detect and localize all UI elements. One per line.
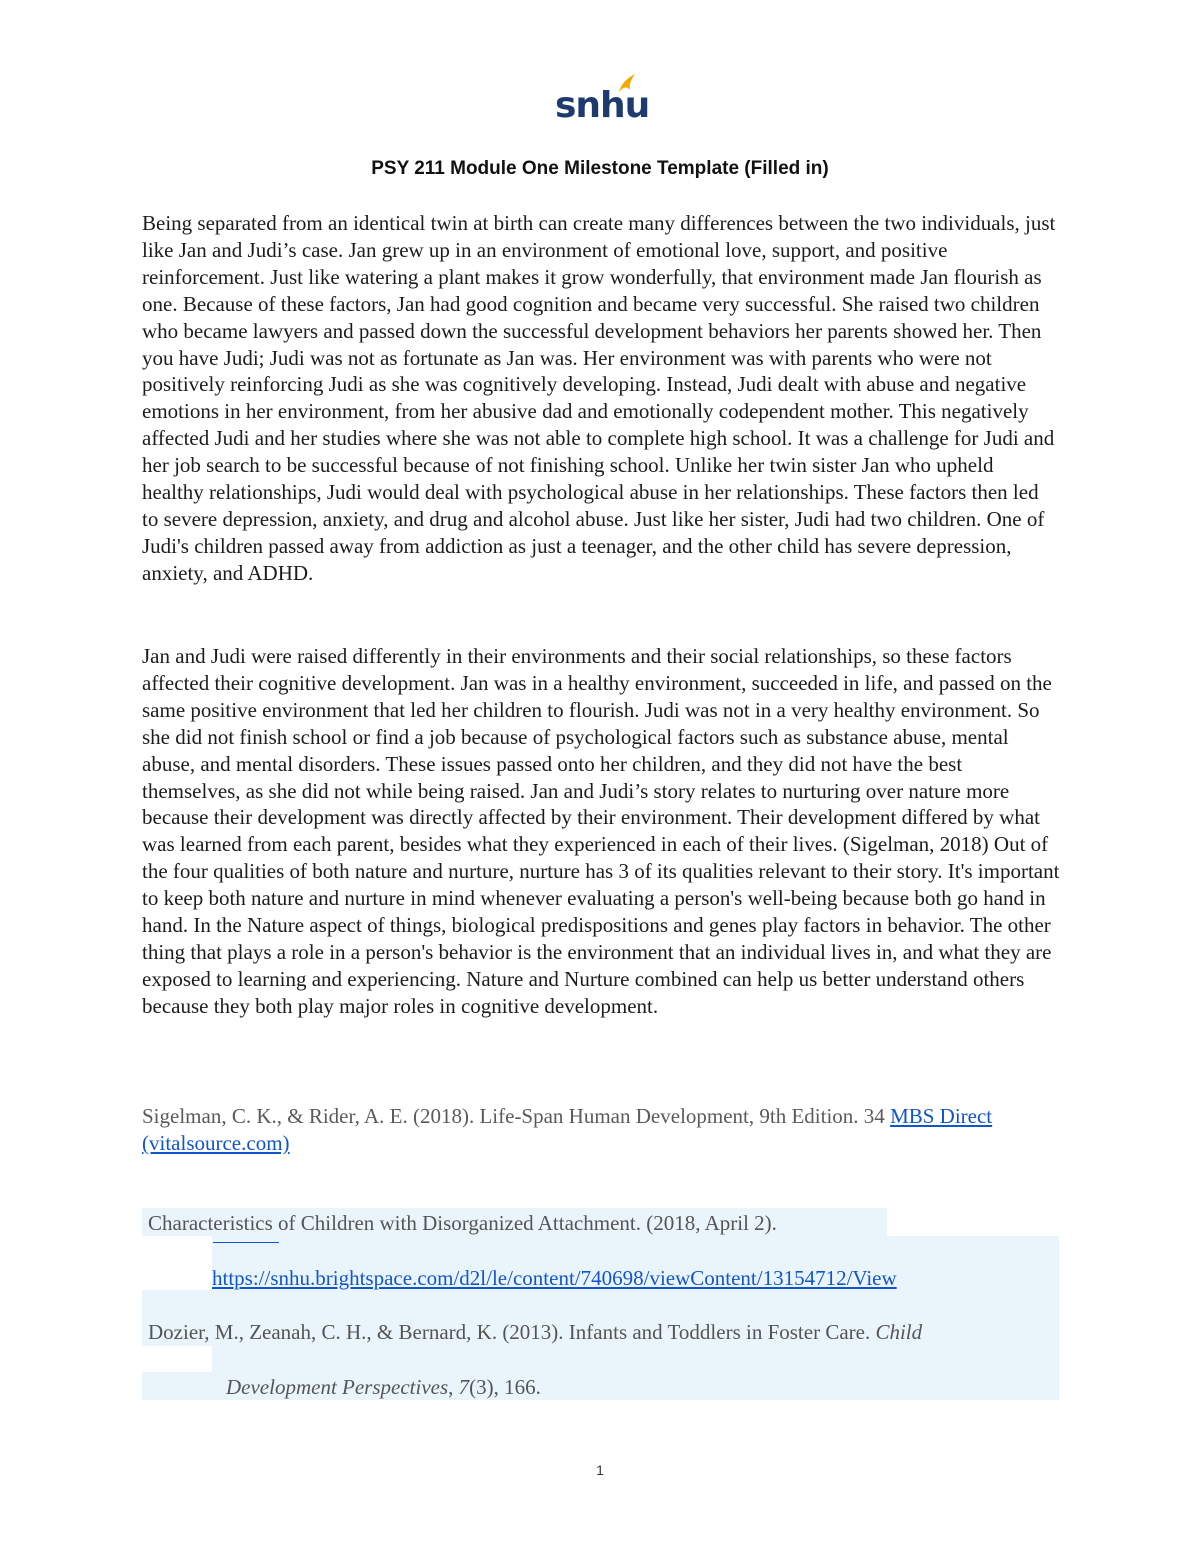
highlight-trailing-gap [887, 1208, 1059, 1236]
paragraph-2: Jan and Judi were raised differently in their environments and their social relationships, so these factors affected their cognitive development. Jan was in a healthy environment, succeeded in life, and passed on the same positive environment that led her children to flourish. Judi was not in a very healthy environment. So she did not finish school or find a job because of psychological factors such as substance abuse, mental abuse, and mental disorders. These issues passed onto her children, and they did not have the best themselves, as she did not while being raised. Jan and Judi’s story relates to nurturing over nature more because their development was directly affected by their environment. Their development differed by what was learned from each parent, besides what they experienced in each of their lives. (Sigelman, 2018) Out of the four qualities of both nature and nurture, nurture has 3 of its qualities relevant to their story. It's important to keep both nature and nurture in mind whenever evaluating a person's well-being because both go hand in hand. In the Nature aspect of things, biological predispositions and genes play factors in behavior. The other thing that plays a role in a person's behavior is the environment that an individual lives in, and what they are exposed to learning and experiencing. Nature and Nurture combined can help us better understand others because they both play major roles in cognitive development. [142, 644, 1060, 1018]
page-title: PSY 211 Module One Milestone Template (Filled in) [371, 158, 829, 179]
reference-sigelman-link[interactable]: MBS Direct (vitalsource.com) [142, 1104, 993, 1155]
flame-icon [615, 72, 637, 94]
reference-dozier-volume: 7 [458, 1375, 470, 1399]
highlight-indent-gap [142, 1236, 212, 1290]
reference-sigelman [142, 1103, 1060, 1157]
highlight-indent-gap-2 [142, 1346, 212, 1372]
reference-dozier-pages: (3), 166. [469, 1375, 541, 1399]
reference-characteristics: Characteristics of Children with Disorganized Attachment. (2018, April 2). [148, 1211, 777, 1235]
reference-sigelman-text: Sigelman, C. K., & Rider, A. E. (2018). Life-Span Human Development, 9th Edition. 34 [142, 1104, 891, 1128]
reference-dozier-journal-b: Development Perspectives [226, 1375, 449, 1399]
reference-dozier [148, 1320, 922, 1345]
page-number: 1 [596, 1462, 604, 1478]
reference-dozier-journal-a: Child [875, 1320, 923, 1344]
reference-dozier-cont [226, 1375, 541, 1400]
snhu-logo [555, 72, 650, 132]
reference-characteristics-url[interactable] [212, 1266, 897, 1291]
reference-dozier-sep: , [448, 1375, 459, 1399]
reference-dozier-text: Dozier, M., Zeanah, C. H., & Bernard, K. (2013). Infants and Toddlers in Foster Care. [148, 1320, 876, 1344]
reference-url-link[interactable]: https://snhu.brightspace.com/d2l/le/content/740698/viewContent/13154712/View [212, 1266, 897, 1290]
reference-underline-blank [213, 1242, 279, 1243]
logo-wordmark: snhu [555, 85, 650, 126]
paragraph-1: Being separated from an identical twin at birth can create many differences between the two individuals, just like Jan and Judi’s case. Jan grew up in an environment of emotional love, support, and positive reinforcement. Just like watering a plant makes it grow wonderfully, that environment made Jan flourish as one. Because of these factors, Jan had good cognition and became very successful. She raised two children who became lawyers and passed down the successful development behaviors her parents showed her. Then you have Judi; Judi was not as fortunate as Jan was. Her environment was with parents who were not positively reinforcing Judi as she was cognitively developing. Instead, Judi dealt with abuse and negative emotions in her environment, from her abusive dad and emotionally codependent mother. This negatively affected Judi and her studies where she was not able to complete high school. It was a challenge for Judi and her job search to be successful because of not finishing school. Unlike her twin sister Jan who upheld healthy relationships, Judi would deal with psychological abuse in her relationships. These factors then led to severe depression, anxiety, and drug and alcohol abuse. Just like her sister, Judi had two children. One of Judi's children passed away from addiction as just a teenager, and the other child has severe depression, anxiety, and ADHD. [142, 211, 1056, 585]
